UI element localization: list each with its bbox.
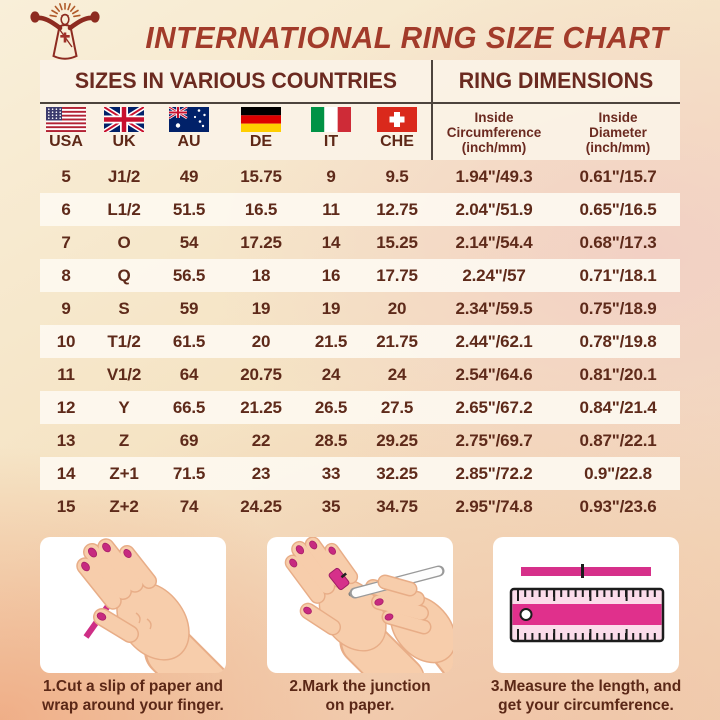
table-cell: 12	[56, 397, 76, 417]
table-cell: 20.75	[240, 364, 282, 384]
table-cell: 15.75	[240, 166, 282, 186]
table-cell: 22	[251, 430, 271, 450]
table-cell: 34.75	[376, 496, 418, 516]
table-cell: 0.61"/15.7	[579, 166, 657, 186]
table-cell: 64	[179, 364, 199, 384]
section-titles-row	[40, 60, 680, 102]
table-cell: 0.93"/23.6	[579, 496, 657, 516]
australia-flag-icon	[169, 107, 209, 132]
table-cell: 10	[56, 331, 76, 351]
table-cell: 15.25	[376, 232, 418, 252]
table-cell: 21.75	[376, 331, 418, 351]
table-cell: J1/2	[107, 166, 141, 186]
hand-with-paper-strip-illustration	[40, 537, 226, 673]
size-chart-table	[40, 60, 680, 523]
table-cell: 24	[387, 364, 407, 384]
table-cell: 18	[251, 265, 271, 285]
table-cell: 7	[61, 232, 71, 252]
table-row	[40, 160, 680, 193]
table-row	[40, 292, 680, 325]
switzerland-flag-icon	[377, 107, 417, 132]
jesus-christ-logo-icon	[22, 3, 108, 65]
step1-caption	[13, 677, 253, 715]
step2-caption	[240, 677, 480, 715]
table-cell: 49	[179, 166, 199, 186]
country-flags-row	[40, 102, 680, 160]
table-cell: 32.25	[376, 463, 418, 483]
size-table-body	[40, 160, 680, 523]
country-header-uk	[92, 104, 156, 160]
table-cell: 2.75"/69.7	[455, 430, 533, 450]
country-code: IT	[323, 133, 339, 150]
step2-panel	[267, 537, 453, 673]
table-cell: 0.9"/22.8	[584, 463, 652, 483]
table-cell: O	[117, 232, 131, 252]
table-cell: T1/2	[107, 331, 141, 351]
table-cell: S	[118, 298, 130, 318]
header-horizontal-divider	[40, 102, 680, 104]
section-title-dimensions: RING DIMENSIONS	[458, 68, 654, 93]
table-cell: 2.14"/54.4	[455, 232, 533, 252]
header-line: Diameter	[589, 124, 647, 140]
table-cell: 2.44"/62.1	[455, 331, 533, 351]
table-cell: 35	[321, 496, 341, 516]
table-cell: 14	[321, 232, 341, 252]
table-cell: 17.25	[240, 232, 282, 252]
table-cell: 24.25	[240, 496, 282, 516]
hands-marking-paper-illustration	[267, 537, 453, 673]
country-header-au	[156, 104, 222, 160]
table-cell: 2.65"/67.2	[455, 397, 533, 417]
table-cell: 29.25	[376, 430, 418, 450]
table-cell: 0.84"/21.4	[579, 397, 657, 417]
italy-flag-icon	[311, 107, 351, 132]
table-cell: 28.5	[314, 430, 348, 450]
table-row	[40, 325, 680, 358]
country-code: DE	[249, 133, 273, 150]
table-cell: 12.75	[376, 199, 418, 219]
table-cell: Z+1	[109, 463, 139, 483]
header-line: (inch/mm)	[585, 139, 651, 155]
table-cell: 6	[61, 199, 71, 219]
table-cell: 20	[251, 331, 271, 351]
caption-line: 1.Cut a slip of paper and	[43, 678, 223, 695]
table-cell: L1/2	[107, 199, 141, 219]
page-title: INTERNATIONAL RING SIZE CHART	[145, 20, 669, 55]
caption-line: on paper.	[325, 697, 395, 714]
table-cell: 54	[179, 232, 199, 252]
table-cell: Z	[118, 430, 130, 450]
table-cell: 9.5	[385, 166, 409, 186]
table-cell: 9	[61, 298, 71, 318]
table-row	[40, 457, 680, 490]
country-header-usa	[40, 104, 92, 160]
table-cell: 17.75	[376, 265, 418, 285]
step3-panel	[493, 537, 679, 673]
table-cell: 56.5	[172, 265, 206, 285]
table-cell: 2.54"/64.6	[455, 364, 533, 384]
table-cell: 16.5	[244, 199, 278, 219]
table-cell: 0.75"/18.9	[579, 298, 657, 318]
header-line: Inside	[598, 109, 638, 125]
table-cell: 13	[56, 430, 76, 450]
table-cell: 0.81"/20.1	[579, 364, 657, 384]
caption-line: 3.Measure the length, and	[490, 678, 682, 695]
table-cell: 2.04"/51.9	[455, 199, 533, 219]
table-cell: 2.95"/74.8	[455, 496, 533, 516]
table-cell: 11	[322, 199, 340, 219]
table-cell: 71.5	[172, 463, 206, 483]
table-cell: 5	[61, 166, 71, 186]
country-header-de	[222, 104, 300, 160]
table-row	[40, 358, 680, 391]
country-code: CHE	[380, 133, 414, 150]
header-line: Inside	[474, 109, 514, 125]
country-header-it	[300, 104, 362, 160]
country-code: USA	[49, 133, 83, 150]
section-vertical-divider	[431, 60, 433, 160]
table-cell: 26.5	[314, 397, 348, 417]
ruler-measuring-illustration	[493, 537, 679, 673]
table-cell: 74	[179, 496, 199, 516]
table-cell: 14	[56, 463, 76, 483]
table-cell: 11	[57, 364, 75, 384]
table-cell: 2.34"/59.5	[455, 298, 533, 318]
table-cell: 23	[251, 463, 271, 483]
table-cell: 8	[61, 265, 71, 285]
table-cell: 1.94"/49.3	[455, 166, 533, 186]
table-cell: 16	[321, 265, 341, 285]
table-row	[40, 424, 680, 457]
usa-flag-icon	[46, 107, 86, 132]
germany-flag-icon	[241, 107, 281, 132]
country-code: UK	[112, 133, 136, 150]
country-header-che	[362, 104, 432, 160]
table-row	[40, 193, 680, 226]
uk-flag-icon	[104, 107, 144, 132]
table-cell: 15	[56, 496, 76, 516]
table-cell: 51.5	[172, 199, 206, 219]
table-cell: 66.5	[172, 397, 206, 417]
caption-line: get your circumference.	[498, 697, 674, 714]
table-cell: 9	[326, 166, 336, 186]
column-header-diameter	[556, 104, 680, 160]
table-row	[40, 259, 680, 292]
table-cell: 0.71"/18.1	[579, 265, 657, 285]
table-cell: 20	[387, 298, 407, 318]
table-cell: 69	[179, 430, 199, 450]
header-line: Circumference	[446, 124, 542, 140]
table-cell: 0.65"/16.5	[579, 199, 657, 219]
table-row	[40, 226, 680, 259]
table-cell: 21.5	[314, 331, 348, 351]
table-cell: 21.25	[240, 397, 282, 417]
table-cell: 59	[179, 298, 199, 318]
column-header-circumference	[432, 104, 556, 160]
table-cell: Y	[118, 397, 130, 417]
table-cell: V1/2	[106, 364, 142, 384]
table-cell: 61.5	[172, 331, 206, 351]
country-code: AU	[177, 133, 201, 150]
section-title-sizes: SIZES IN VARIOUS COUNTRIES	[74, 68, 398, 93]
table-cell: 0.87"/22.1	[579, 430, 657, 450]
table-cell: 19	[251, 298, 271, 318]
table-row	[40, 490, 680, 523]
table-cell: 0.78"/19.8	[579, 331, 657, 351]
table-cell: Q	[117, 265, 131, 285]
table-cell: Z+2	[109, 496, 139, 516]
table-cell: 27.5	[380, 397, 414, 417]
table-cell: 19	[321, 298, 341, 318]
table-cell: 2.24"/57	[462, 265, 526, 285]
step1-panel	[40, 537, 226, 673]
table-cell: 0.68"/17.3	[579, 232, 657, 252]
step3-caption	[466, 677, 706, 715]
header-line: (inch/mm)	[461, 139, 527, 155]
table-cell: 24	[321, 364, 341, 384]
table-cell: 2.85"/72.2	[455, 463, 533, 483]
table-row	[40, 391, 680, 424]
table-cell: 33	[321, 463, 341, 483]
caption-line: wrap around your finger.	[42, 697, 224, 714]
caption-line: 2.Mark the junction	[289, 678, 431, 695]
table-header	[40, 60, 680, 160]
